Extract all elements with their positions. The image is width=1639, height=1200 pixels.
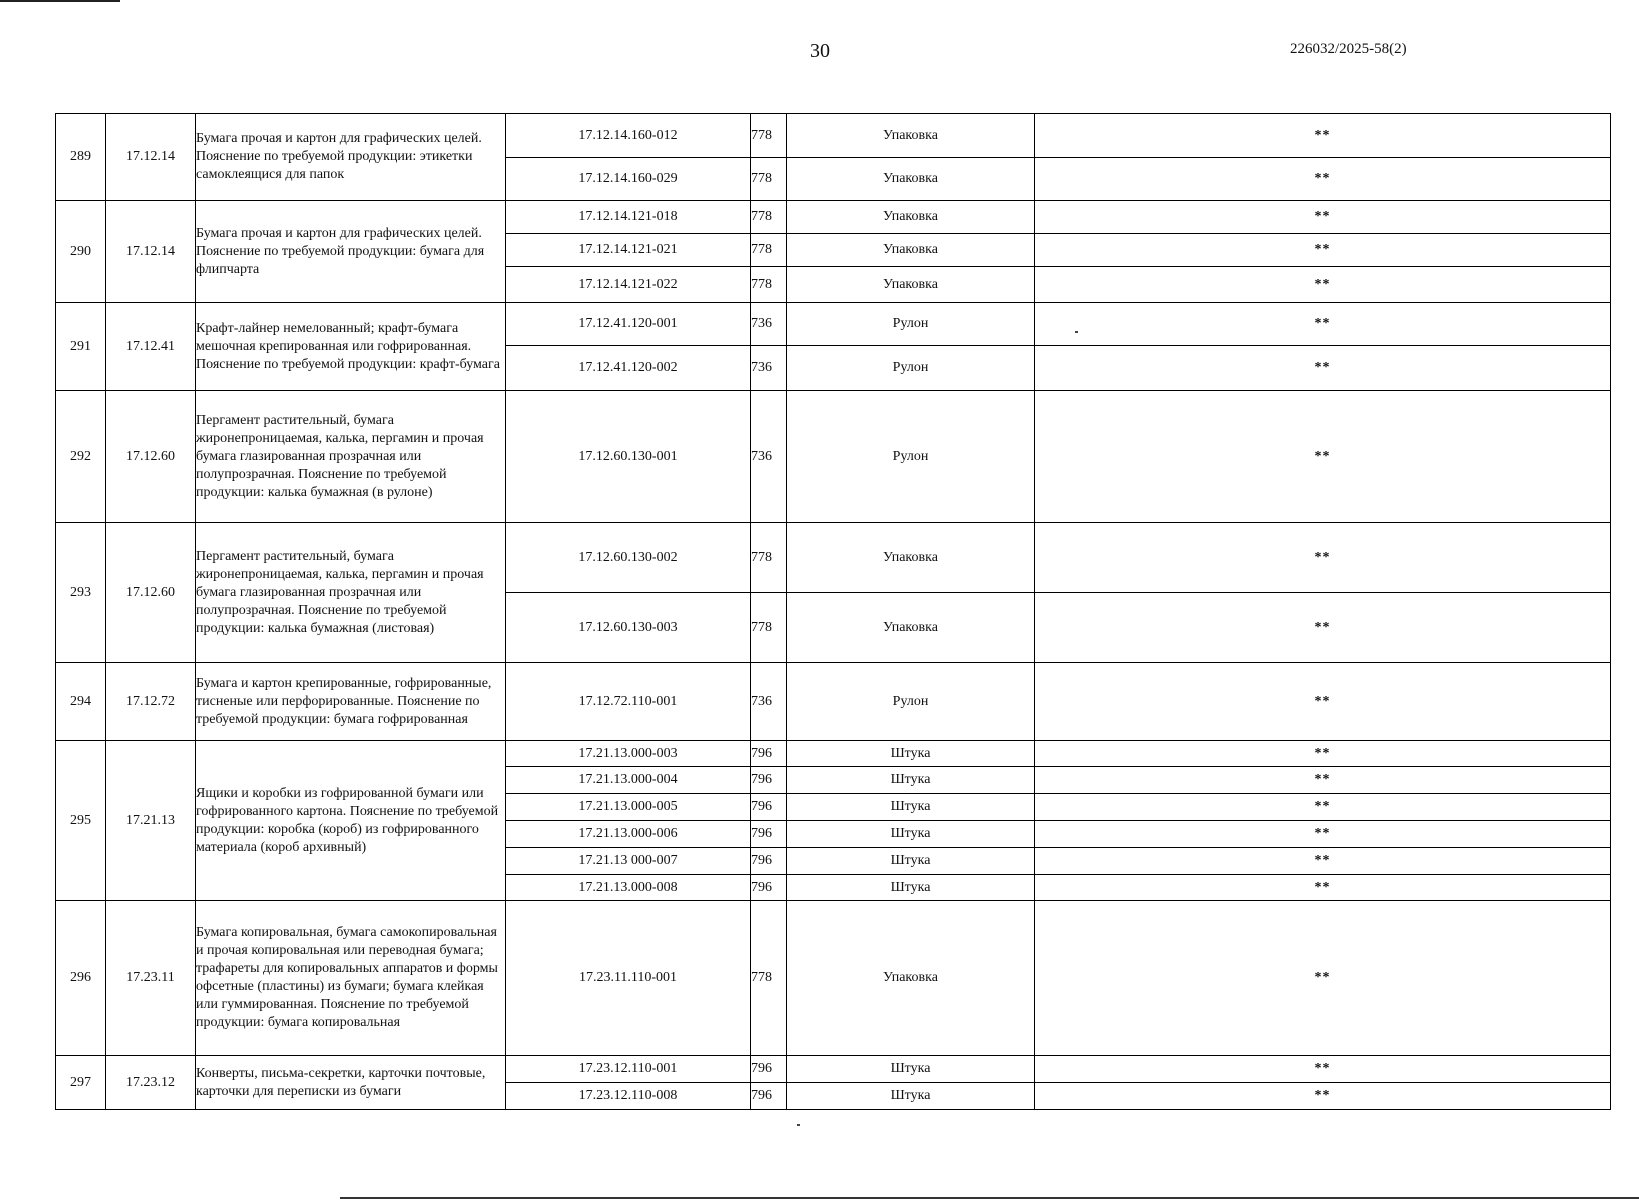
- mark-cell: **: [1035, 821, 1611, 848]
- ktru-code: 17.21.13.000-003: [506, 741, 751, 767]
- ktru-code: 17.21.13.000-005: [506, 794, 751, 821]
- unit-name: Штука: [787, 1056, 1035, 1083]
- mark-cell: **: [1035, 901, 1611, 1056]
- unit-name: Штука: [787, 794, 1035, 821]
- mark-cell: **: [1035, 391, 1611, 523]
- okei-code: 796: [751, 848, 787, 875]
- okei-code: 778: [751, 593, 787, 663]
- product-description: Бумага копировальная, бумага самокопировальная и прочая копировальная или переводная бумага; трафареты для копировальных аппаратов и формы офсетные (пластины) из бумаги; бумага клейкая или гуммированная. Пояснение по требуемой продукции: бумага копировальная: [196, 901, 506, 1056]
- unit-name: Штука: [787, 741, 1035, 767]
- okei-code: 796: [751, 767, 787, 794]
- mark-cell: **: [1035, 158, 1611, 201]
- unit-name: Штука: [787, 821, 1035, 848]
- mark-cell: **: [1035, 593, 1611, 663]
- mark-cell: **: [1035, 875, 1611, 901]
- ktru-code: 17.23.11.110-001: [506, 901, 751, 1056]
- scan-speck: [797, 1124, 800, 1126]
- unit-name: Упаковка: [787, 901, 1035, 1056]
- row-number: 289: [56, 114, 106, 201]
- unit-name: Упаковка: [787, 267, 1035, 303]
- table-row: [56, 391, 1611, 523]
- okei-code: 796: [751, 1083, 787, 1110]
- ktru-code: 17.12.14.121-021: [506, 234, 751, 267]
- okei-code: 796: [751, 821, 787, 848]
- mark-cell: **: [1035, 663, 1611, 741]
- okei-code: 736: [751, 663, 787, 741]
- product-description: Ящики и коробки из гофрированной бумаги или гофрированного картона. Пояснение по требуемой продукции: коробка (короб) из гофрированного материала (короб архивный): [196, 741, 506, 901]
- scan-speck: [1075, 331, 1078, 333]
- ktru-code: 17.12.60.130-002: [506, 523, 751, 593]
- ktru-code: 17.21.13.000-008: [506, 875, 751, 901]
- unit-name: Штука: [787, 848, 1035, 875]
- okei-code: 796: [751, 741, 787, 767]
- okpd-code: 17.21.13: [106, 741, 196, 901]
- unit-name: Штука: [787, 767, 1035, 794]
- table-row: [56, 741, 1611, 767]
- mark-cell: **: [1035, 848, 1611, 875]
- unit-name: Штука: [787, 875, 1035, 901]
- corner-scan-line: [0, 0, 120, 2]
- products-table: [55, 113, 1611, 1110]
- product-description: Крафт-лайнер немелованный; крафт-бумага мешочная крепированная или гофрированная. Пояснение по требуемой продукции: крафт-бумага: [196, 303, 506, 391]
- ktru-code: 17.12.60.130-001: [506, 391, 751, 523]
- okpd-code: 17.12.60: [106, 391, 196, 523]
- mark-cell: **: [1035, 201, 1611, 234]
- row-number: 294: [56, 663, 106, 741]
- row-number: 292: [56, 391, 106, 523]
- mark-cell: **: [1035, 1056, 1611, 1083]
- okei-code: 736: [751, 391, 787, 523]
- table-row: [56, 303, 1611, 346]
- mark-cell: **: [1035, 794, 1611, 821]
- unit-name: Упаковка: [787, 234, 1035, 267]
- okpd-code: 17.12.72: [106, 663, 196, 741]
- mark-cell: **: [1035, 523, 1611, 593]
- unit-name: Рулон: [787, 663, 1035, 741]
- unit-name: Упаковка: [787, 158, 1035, 201]
- product-description: Бумага прочая и картон для графических целей. Пояснение по требуемой продукции: этикетки самоклеящися для папок: [196, 114, 506, 201]
- row-number: 296: [56, 901, 106, 1056]
- page-number: 30: [810, 40, 830, 62]
- ktru-code: 17.12.14.160-029: [506, 158, 751, 201]
- okei-code: 778: [751, 234, 787, 267]
- row-number: 291: [56, 303, 106, 391]
- okei-code: 796: [751, 875, 787, 901]
- unit-name: Рулон: [787, 303, 1035, 346]
- mark-cell: **: [1035, 114, 1611, 158]
- ktru-code: 17.12.14.121-018: [506, 201, 751, 234]
- ktru-code: 17.23.12.110-001: [506, 1056, 751, 1083]
- table-row: [56, 114, 1611, 158]
- document-number: 226032/2025-58(2): [1290, 41, 1407, 57]
- okei-code: 736: [751, 346, 787, 391]
- table-row: [56, 523, 1611, 593]
- product-description: Бумага прочая и картон для графических целей. Пояснение по требуемой продукции: бумага для флипчарта: [196, 201, 506, 303]
- product-description: Пергамент растительный, бумага жиронепроницаемая, калька, пергамин и прочая бумага глазированная прозрачная или полупрозрачная. Пояснение по требуемой продукции: калька бумажная (в рулоне): [196, 391, 506, 523]
- okei-code: 778: [751, 523, 787, 593]
- okei-code: 778: [751, 201, 787, 234]
- okpd-code: 17.12.41: [106, 303, 196, 391]
- okei-code: 778: [751, 267, 787, 303]
- okei-code: 778: [751, 114, 787, 158]
- unit-name: Рулон: [787, 391, 1035, 523]
- ktru-code: 17.12.60.130-003: [506, 593, 751, 663]
- unit-name: Упаковка: [787, 593, 1035, 663]
- product-description: Бумага и картон крепированные, гофрированные, тисненые или перфорированные. Пояснение по требуемой продукции: бумага гофрированная: [196, 663, 506, 741]
- ktru-code: 17.12.72.110-001: [506, 663, 751, 741]
- mark-cell: **: [1035, 1083, 1611, 1110]
- mark-cell: **: [1035, 303, 1611, 346]
- unit-name: Штука: [787, 1083, 1035, 1110]
- unit-name: Упаковка: [787, 114, 1035, 158]
- row-number: 290: [56, 201, 106, 303]
- mark-cell: **: [1035, 767, 1611, 794]
- mark-cell: **: [1035, 741, 1611, 767]
- ktru-code: 17.12.14.160-012: [506, 114, 751, 158]
- okpd-code: 17.12.14: [106, 114, 196, 201]
- mark-cell: **: [1035, 267, 1611, 303]
- ktru-code: 17.23.12.110-008: [506, 1083, 751, 1110]
- row-number: 293: [56, 523, 106, 663]
- products-table-body: [56, 114, 1611, 1110]
- table-row: [56, 901, 1611, 1056]
- okei-code: 736: [751, 303, 787, 346]
- ktru-code: 17.21.13 000-007: [506, 848, 751, 875]
- okei-code: 796: [751, 794, 787, 821]
- unit-name: Упаковка: [787, 201, 1035, 234]
- okpd-code: 17.23.11: [106, 901, 196, 1056]
- unit-name: Упаковка: [787, 523, 1035, 593]
- bottom-scan-line: [340, 1197, 1639, 1199]
- ktru-code: 17.12.41.120-001: [506, 303, 751, 346]
- table-row: [56, 663, 1611, 741]
- okei-code: 778: [751, 158, 787, 201]
- table-row: [56, 1056, 1611, 1083]
- mark-cell: **: [1035, 346, 1611, 391]
- product-description: Пергамент растительный, бумага жиронепроницаемая, калька, пергамин и прочая бумага глазированная прозрачная или полупрозрачная. Пояснение по требуемой продукции: калька бумажная (листовая): [196, 523, 506, 663]
- product-description: Конверты, письма-секретки, карточки почтовые, карточки для переписки из бумаги: [196, 1056, 506, 1110]
- mark-cell: **: [1035, 234, 1611, 267]
- unit-name: Рулон: [787, 346, 1035, 391]
- okpd-code: 17.12.14: [106, 201, 196, 303]
- ktru-code: 17.21.13.000-004: [506, 767, 751, 794]
- okei-code: 796: [751, 1056, 787, 1083]
- ktru-code: 17.12.14.121-022: [506, 267, 751, 303]
- ktru-code: 17.21.13.000-006: [506, 821, 751, 848]
- ktru-code: 17.12.41.120-002: [506, 346, 751, 391]
- okei-code: 778: [751, 901, 787, 1056]
- table-row: [56, 201, 1611, 234]
- row-number: 295: [56, 741, 106, 901]
- row-number: 297: [56, 1056, 106, 1110]
- okpd-code: 17.12.60: [106, 523, 196, 663]
- okpd-code: 17.23.12: [106, 1056, 196, 1110]
